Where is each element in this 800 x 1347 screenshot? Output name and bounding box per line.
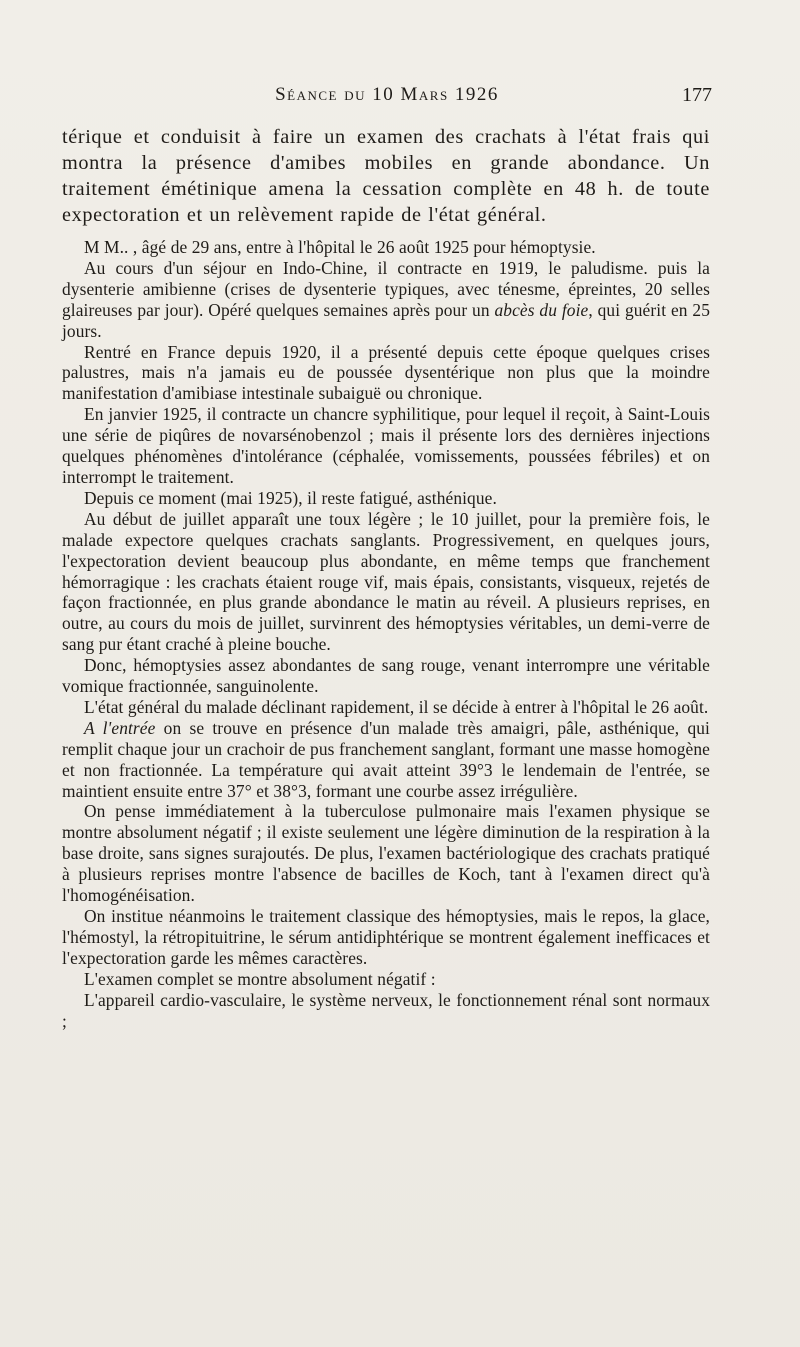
paragraph-syphilis: En janvier 1925, il contracte un chancre syphilitique, pour lequel il reçoit, à Saint-Louis une série de piqûres de novarsénobenzol ; mais il présente lors des dernières injections quelques phénomènes d'intolérance (céphalée, vomissements, poussées fébriles) et on interrompt le traitement. — [62, 404, 710, 487]
paragraph-summary: Donc, hémoptysies assez abondantes de sang rouge, venant interrompre une véritable vomique fractionnée, sanguinolente. — [62, 655, 710, 697]
running-title: Séance du 10 Mars 1926 — [275, 84, 499, 105]
paragraph-tuberculosis: On pense immédiatement à la tuberculose pulmonaire mais l'examen physique se montre absolument négatif ; il existe seulement une légère diminution de la respiration à la base droite, sans signes surajoutés. De plus, l'examen bactériologique des crachats pratiqué à plusieurs reprises montre l'absence de bacilles de Koch, tant à l'examen direct qu'à l'homogénéisation. — [62, 801, 710, 906]
paragraph-patient-intro: M M.. , âgé de 29 ans, entre à l'hôpital le 26 août 1925 pour hémoptysie. — [84, 237, 596, 257]
paragraph-history-text: Au cours d'un séjour en Indo-Chine, il contracte en 1919, le paludisme. puis la dysenterie amibienne (crises de dysenterie typiques, avec ténesme, épreintes, 20 selles glaireuses par jour). Opéré quelques semaines après pour un — [62, 257, 710, 320]
paragraph-cardio: L'appareil cardio-vasculaire, le système nerveux, le fonctionnement rénal sont normaux ; — [62, 989, 710, 1031]
paragraph-entry-italic: A l'entrée — [84, 717, 156, 738]
paragraph-history-end: , qui guérit en 25 jours. — [62, 299, 710, 341]
page-header — [62, 84, 712, 114]
paragraph-fatigue: Depuis ce moment (mai 1925), il reste fatigué, asthénique. — [84, 487, 497, 508]
paragraph-exam-negative: L'examen complet se montre absolument négatif : — [84, 968, 436, 989]
paragraph-treatment: On institue néanmoins le traitement classique des hémoptysies, mais le repos, la glace, l'hémostyl, la rétropituitrine, le sérum antidiphtérique se montrent également inefficaces et l'expectoration garde les mêmes caractères. — [62, 906, 710, 968]
paragraph-continuation: térique et conduisit à faire un examen des crachats à l'état frais qui montra la présence d'amibes mobiles en grande abondance. Un traitement émétinique amena la cessation complète en 48 h. de toute expectoration et un relèvement rapide de l'état général. — [62, 126, 710, 226]
body-text — [62, 124, 710, 1031]
paragraph-entry-exam — [62, 718, 710, 802]
paragraph-entry-text: on se trouve en présence d'un malade très amaigri, pâle, asthénique, qui remplit chaque jour un crachoir de pus franchement sanglant, formant une masse homogène et non fractionnée. La température qui avait atteint 39°3 le lendemain de l'entrée, se maintient ensuite entre 37° et 38°3, formant une courbe assez irrégulière. — [62, 717, 710, 801]
paragraph-cough: Au début de juillet apparaît une toux légère ; le 10 juillet, pour la première fois, le malade expectore quelques crachats sanglants. Progressivement, en quelques jours, l'expectoration devient beaucoup plus abondante, en même temps que franchement hémorragique : les crachats étaient rouge vif, mais épais, consistants, visqueux, rejetés de façon fractionnée, en plus grande abondance le matin au réveil. A plusieurs reprises, en outre, au cours du mois de juillet, survinrent des hémoptysies véritables, un demi-verre de sang pur étant craché à pleine bouche. — [62, 508, 710, 655]
page-number: 177 — [682, 84, 712, 106]
paragraph-admission: L'état général du malade déclinant rapidement, il se décide à entrer à l'hôpital le 26 août. — [84, 696, 709, 717]
paragraph-return-france: Rentré en France depuis 1920, il a présenté depuis cette époque quelques crises palustres, mais n'a jamais eu de poussée dysentérique non plus que la moindre manifestation d'amibiase intestinale subaiguë ou chronique. — [62, 341, 710, 404]
paragraph-history — [62, 258, 710, 342]
paragraph-history-italic: abcès du foie — [494, 299, 589, 320]
